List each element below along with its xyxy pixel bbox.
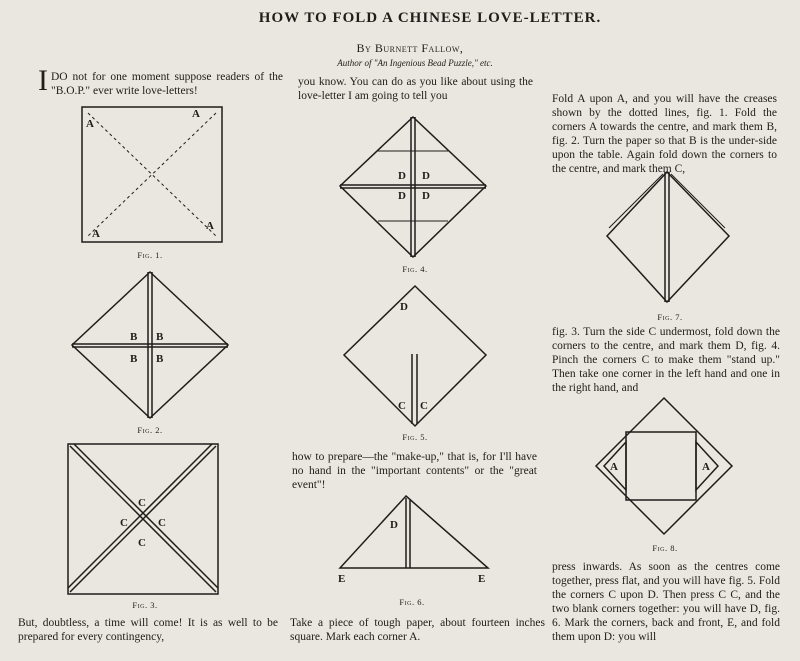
fig7-caption: Fig. 7.	[657, 312, 683, 322]
fig4-label-d: D	[398, 190, 406, 202]
figure-3	[66, 442, 221, 597]
article-title: HOW TO FOLD A CHINESE LOVE-LETTER.	[258, 10, 602, 26]
intro-text: DO not for one moment suppose readers of the "B.O.P." ever write love-letters!	[51, 71, 283, 97]
fig8-label-a: A	[702, 461, 710, 473]
right-mid-paragraph: fig. 3. Turn the side C undermost, fold down the corners to the centre, and mark them D, fig. 4. Pinch the corners C to make them "stand up." Then take one corner in the left hand and one in the right hand, and	[552, 326, 780, 394]
fig5-label-d: D	[400, 301, 408, 313]
author-note: Author of "An Ingenious Bead Puzzle," etc.	[337, 58, 493, 68]
fig3-caption: Fig. 3.	[132, 600, 158, 610]
fig4-label-d: D	[398, 170, 406, 182]
fig1-label-a: A	[206, 220, 214, 232]
fig8-caption: Fig. 8.	[652, 543, 678, 553]
figure-2	[70, 270, 230, 420]
right-top-paragraph: Fold A upon A, and you will have the creases shown by the dotted lines, fig. 1. Fold the corners A towards the centre, and mark them B, fig. 2. Turn the paper so that B is the under-side upon the table. Again fold down the corners to the centre, and mark them C,	[552, 93, 777, 175]
figure-5	[342, 284, 488, 429]
fig3-label-c: C	[138, 537, 146, 549]
dropcap: I	[38, 64, 48, 97]
figure-6	[336, 492, 496, 584]
fig5-label-c: C	[420, 400, 428, 412]
fig2-label-b: B	[156, 353, 164, 365]
fig4-label-d: D	[422, 170, 430, 182]
fig3-label-c: C	[120, 517, 128, 529]
left-bottom-paragraph: But, doubtless, a time will come! It is as well to be prepared for every contingency,	[18, 617, 278, 643]
figure-8	[594, 396, 734, 536]
fig2-caption: Fig. 2.	[137, 425, 163, 435]
figure-7	[603, 168, 733, 308]
fig2-label-b: B	[130, 353, 138, 365]
fig1-label-a: A	[86, 118, 94, 130]
fig4-label-d: D	[422, 190, 430, 202]
right-bottom-paragraph: press inwards. As soon as the centres come together, press flat, and you will have fig. 5. Fold the corners C upon D. Then press C C, and the two blank corners together: you will have D, fig. 6. Mark the corners, back and front, E, and fold them upon D: you will	[552, 561, 780, 643]
fig5-caption: Fig. 5.	[402, 432, 428, 442]
figure-1	[80, 105, 225, 245]
byline: By Burnett Fallow,	[356, 41, 464, 55]
figure-4	[338, 115, 488, 260]
fig6-label-d: D	[390, 519, 398, 531]
fig8-label-a: A	[610, 461, 618, 473]
fig1-label-a: A	[192, 108, 200, 120]
fig3-label-c: C	[158, 517, 166, 529]
fig1-label-a: A	[92, 228, 100, 240]
fig3-label-c: C	[138, 497, 146, 509]
fig6-label-e: E	[338, 573, 346, 585]
fig5-label-c: C	[398, 400, 406, 412]
fig6-caption: Fig. 6.	[399, 597, 425, 607]
middle-bottom-paragraph: Take a piece of tough paper, about fourteen inches square. Mark each corner A.	[290, 617, 545, 643]
fig4-caption: Fig. 4.	[402, 264, 428, 274]
middle-top-paragraph: you know. You can do as you like about using the love-letter I am going to tell you	[298, 76, 533, 102]
fig2-label-b: B	[156, 331, 164, 343]
fig2-label-b: B	[130, 331, 138, 343]
middle-mid-paragraph: how to prepare—the "make-up," that is, for I'll have no hand in the "important contents" or the "great event"!	[292, 451, 537, 491]
fig6-label-e: E	[478, 573, 486, 585]
fig1-caption: Fig. 1.	[137, 250, 163, 260]
intro-paragraph	[38, 64, 283, 98]
